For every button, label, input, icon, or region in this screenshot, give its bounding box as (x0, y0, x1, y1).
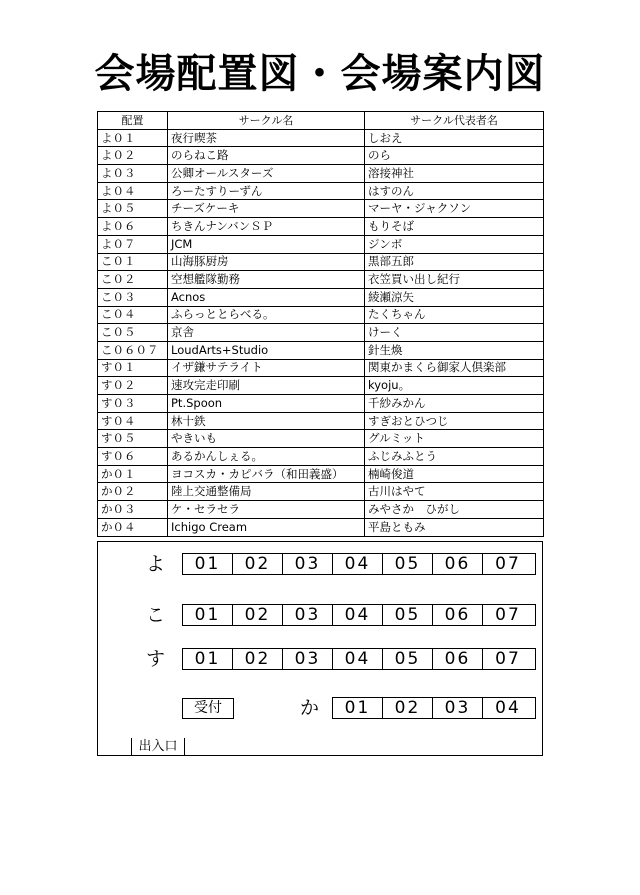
cell-circle-name: 林十鉄 (168, 412, 365, 430)
booth-cell: 07 (495, 554, 521, 574)
cell-circle-name: のらねこ路 (168, 147, 365, 165)
table-row (98, 483, 544, 501)
table-row (98, 430, 544, 448)
table-row (98, 465, 544, 483)
booth-cell: 02 (233, 649, 283, 669)
cell-placement: か０３ (98, 501, 168, 519)
booth-cell: 06 (433, 605, 483, 625)
cell-circle-name: 公卿オールスターズ (168, 165, 365, 183)
venue-map (97, 541, 543, 756)
booth-cell: 01 (183, 649, 233, 669)
cell-placement: よ０６ (98, 218, 168, 236)
table-row (98, 395, 544, 413)
cell-placement: よ０５ (98, 200, 168, 218)
booth-cell: 03 (283, 605, 333, 625)
table-row (98, 377, 544, 395)
booth-cell: 02 (383, 698, 433, 718)
table-row (98, 218, 544, 236)
cell-representative: みやさか ひがし (365, 501, 544, 519)
cell-placement: こ０４ (98, 306, 168, 324)
table-row (98, 359, 544, 377)
cell-representative: マーヤ・ジャクソン (365, 200, 544, 218)
booth-cell: 04 (333, 554, 383, 574)
row-label-yo: よ (146, 553, 166, 575)
cell-circle-name: 山海豚厨房 (168, 253, 365, 271)
cell-placement: す０３ (98, 395, 168, 413)
cell-representative: 楠崎俊道 (365, 465, 544, 483)
table-row (98, 324, 544, 342)
table-row (98, 129, 544, 147)
cell-representative: 衣笠買い出し紀行 (365, 271, 544, 289)
cell-representative: 溶接神社 (365, 165, 544, 183)
cell-circle-name: ろーたすりーずん (168, 182, 365, 200)
cell-circle-name: LoudArts+Studio (168, 341, 365, 359)
cell-placement: か０４ (98, 518, 168, 536)
table-row (98, 200, 544, 218)
cell-circle-name: 夜行喫茶 (168, 129, 365, 147)
booth-row-yo (182, 553, 536, 575)
table-row (98, 235, 544, 253)
booth-cell: 02 (233, 554, 283, 574)
table-row (98, 341, 544, 359)
table-row (98, 147, 544, 165)
cell-representative: 平島ともみ (365, 518, 544, 536)
cell-circle-name: JCM (168, 235, 365, 253)
booth-cell: 03 (433, 698, 483, 718)
cell-representative: のら (365, 147, 544, 165)
cell-representative: すぎおとひつじ (365, 412, 544, 430)
cell-representative: しおえ (365, 129, 544, 147)
cell-representative: たくちゃん (365, 306, 544, 324)
row-label-ko: こ (146, 604, 166, 626)
table-row (98, 182, 544, 200)
cell-placement: こ０５ (98, 324, 168, 342)
cell-representative: はすのん (365, 182, 544, 200)
booth-cell: 05 (383, 554, 433, 574)
booth-cell: 07 (495, 605, 521, 625)
table-row (98, 288, 544, 306)
booth-cell: 01 (183, 554, 233, 574)
booth-cell: 07 (495, 649, 521, 669)
cell-representative: kyoju。 (365, 377, 544, 395)
cell-placement: こ０１ (98, 253, 168, 271)
cell-representative: 千紗みかん (365, 395, 544, 413)
cell-circle-name: ケ・セラセラ (168, 501, 365, 519)
table-row (98, 306, 544, 324)
cell-circle-name: Pt.Spoon (168, 395, 365, 413)
cell-placement: よ０２ (98, 147, 168, 165)
header-representative: サークル代表者名 (365, 112, 544, 130)
cell-representative: グルミット (365, 430, 544, 448)
cell-representative: 黒部五郎 (365, 253, 544, 271)
booth-row-ka (332, 697, 536, 719)
cell-placement: す０５ (98, 430, 168, 448)
cell-representative: 針生煥 (365, 341, 544, 359)
header-placement: 配置 (98, 112, 168, 130)
booth-cell: 06 (433, 649, 483, 669)
reception-desk: 受付 (182, 698, 234, 719)
cell-circle-name: ふらっととらべる。 (168, 306, 365, 324)
cell-placement: よ０７ (98, 235, 168, 253)
booth-cell: 04 (333, 605, 383, 625)
cell-placement: す０６ (98, 448, 168, 466)
cell-placement: す０１ (98, 359, 168, 377)
table-row (98, 501, 544, 519)
cell-circle-name: Ichigo Cream (168, 518, 365, 536)
table-row (98, 165, 544, 183)
cell-circle-name: ヨコスカ・カピバラ（和田義盛） (168, 465, 365, 483)
table-row (98, 448, 544, 466)
header-circle-name: サークル名 (168, 112, 365, 130)
booth-cell: 01 (333, 698, 383, 718)
row-label-ka: か (300, 697, 320, 719)
cell-representative: 綾瀬涼矢 (365, 288, 544, 306)
cell-circle-name: 陸上交通整備局 (168, 483, 365, 501)
booth-cell: 02 (233, 605, 283, 625)
table-row (98, 518, 544, 536)
cell-placement: よ０４ (98, 182, 168, 200)
cell-circle-name: 速攻完走印刷 (168, 377, 365, 395)
booth-cell: 03 (283, 649, 333, 669)
circle-table (97, 111, 544, 537)
booth-cell: 03 (283, 554, 333, 574)
cell-circle-name: Acnos (168, 288, 365, 306)
cell-circle-name: 空想艦隊勤務 (168, 271, 365, 289)
table-row (98, 253, 544, 271)
cell-placement: す０４ (98, 412, 168, 430)
cell-placement: す０２ (98, 377, 168, 395)
entrance: 出入口 (131, 738, 185, 756)
cell-placement: こ０６０７ (98, 341, 168, 359)
cell-representative: 古川はやて (365, 483, 544, 501)
booth-cell: 01 (183, 605, 233, 625)
booth-cell: 04 (333, 649, 383, 669)
cell-placement: よ０１ (98, 129, 168, 147)
cell-placement: こ０２ (98, 271, 168, 289)
cell-representative: 関東かまくら御家人倶楽部 (365, 359, 544, 377)
cell-circle-name: ちきんナンバンＳＰ (168, 218, 365, 236)
booth-row-su (182, 648, 536, 670)
table-row (98, 412, 544, 430)
booth-cell: 06 (433, 554, 483, 574)
row-label-su: す (146, 648, 166, 670)
cell-placement: よ０３ (98, 165, 168, 183)
cell-representative: けーく (365, 324, 544, 342)
booth-row-ko (182, 604, 536, 626)
cell-circle-name: あるかんしぇる。 (168, 448, 365, 466)
booth-cell: 04 (495, 698, 521, 718)
cell-representative: ふじみふとう (365, 448, 544, 466)
cell-placement: こ０３ (98, 288, 168, 306)
cell-circle-name: チーズケーキ (168, 200, 365, 218)
cell-circle-name: 京舎 (168, 324, 365, 342)
cell-representative: ジンボ (365, 235, 544, 253)
booth-cell: 05 (383, 605, 433, 625)
booth-cell: 05 (383, 649, 433, 669)
table-header-row (98, 112, 544, 130)
cell-circle-name: やきいも (168, 430, 365, 448)
cell-circle-name: イザ鎌サテライト (168, 359, 365, 377)
table-row (98, 271, 544, 289)
cell-placement: か０２ (98, 483, 168, 501)
cell-placement: か０１ (98, 465, 168, 483)
page-title: 会場配置図・会場案内図 (94, 51, 546, 97)
cell-representative: もりそば (365, 218, 544, 236)
